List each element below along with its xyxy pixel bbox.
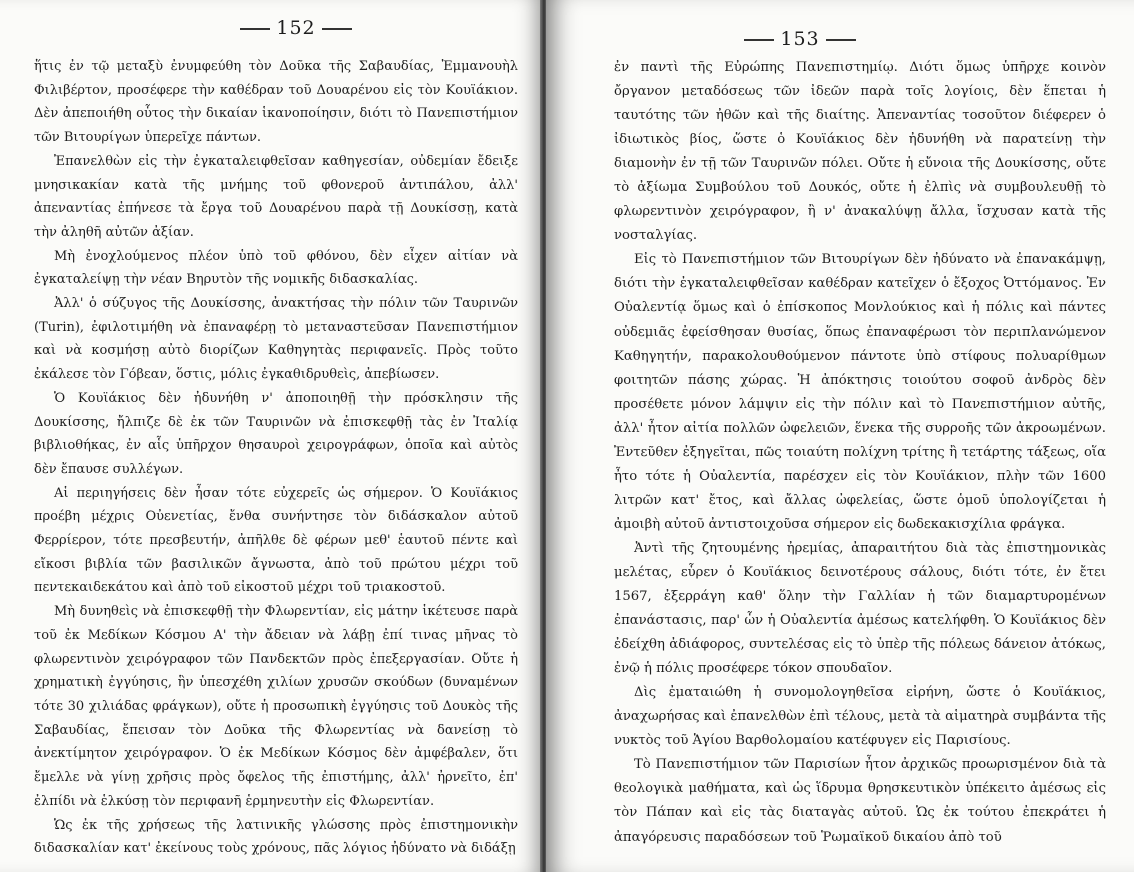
folio-ornament <box>240 28 270 30</box>
folio-ornament <box>826 39 856 41</box>
page-number <box>34 17 518 43</box>
paragraph: Ἀντὶ τῆς ζητουμένης ἠρεμίας, ἀπαραιτήτου διὰ τὰς ἐπιστημονικὰς μελέτας, εὗρεν ὁ Κουϊάκιος δεινοτέρους σάλους, διότι τότε, ἐν ἔτει 1567, ἐξερράγη καθ' ὅλην τὴν Γαλλίαν ἡ τῶν διαμαρτυρομένων ἐπανάστασις, παρ' ὧν ἡ Οὐαλεντία ἀμέσως κατελήφθη. Ὁ Κουϊάκιος δὲν ἐδείχθη ἀδιάφορος, συντελέσας εἰς τὸ ὑπὲρ τῆς πόλεως δάνειον ἀτόκως, ἐνῷ ἡ πόλις προσέφερε τόκον σπουδαῖον. <box>614 540 1106 677</box>
paragraph: Ὁ Κουϊάκιος δὲν ἠδυνήθη ν' ἀποποιηθῇ τὴν πρόσκλησιν τῆς Δουκίσσης, ἤλπιζε δὲ ἐκ τῶν Ταυρινῶν νὰ ἐπισκεφθῇ τὰς ἐν Ἰταλίᾳ βιβλιοθήκας, ἐν αἷς ὑπῆρχον θησαυροὶ χειρογράφων, ὁποῖα καὶ αὐτὸς δὲν ἔπαυσε συλλέγων. <box>34 390 518 477</box>
paragraph: Ὡς ἐκ τῆς χρήσεως τῆς λατινικῆς γλώσσης πρὸς ἐπιστημονικὴν διδασκαλίαν κατ' ἐκείνους τοὺς χρόνους, πᾶς λόγιος ἠδύνατο νὰ διδάξῃ <box>34 817 518 857</box>
paragraph: Ἀλλ' ὁ σύζυγος τῆς Δουκίσσης, ἀνακτήσας τὴν πόλιν τῶν Ταυρινῶν (Turin), ἐφιλοτιμήθη νὰ ἐπαναφέρῃ τὸ μεταναστεῦσαν Πανεπιστήμιον καὶ νὰ κοσμήσῃ αὐτὸ διορίζων Καθηγητὰς περιφανεῖς. Πρὸς τοῦτο ἐκάλεσε τὸν Γόβεαν, ὅστις, μόλις ἐγκαθιδρυθεὶς, ἀπεβίωσεν. <box>34 296 518 383</box>
folio-ornament <box>322 28 352 30</box>
paragraph: Τὸ Πανεπιστήμιον τῶν Παρισίων ἦτον ἀρχικῶς προωρισμένον διὰ τὰ θεολογικὰ μαθήματα, καὶ ὡς ἵδρυμα θρησκευτικὸν ὑπέκειτο ἀμέσως εἰς τὸν Πάπαν καὶ εἰς τὰς διαταγὰς αὐτοῦ. Ὡς ἐκ τούτου ἐπεκράτει ἡ ἀπαγόρευσις παραδόσεων τοῦ Ῥωμαϊκοῦ δικαίου ἀπὸ τοῦ <box>614 757 1106 845</box>
right-page <box>546 0 1134 872</box>
paragraph: Δὶς ἐματαιώθη ἡ συνομολογηθεῖσα εἰρήνη, ὥστε ὁ Κουϊάκιος, ἀναχωρήσας καὶ ἐπανελθὼν ἐπὶ τέλους, μετὰ τὰ αἱματηρὰ συμβάντα τῆς νυκτὸς τοῦ Ἁγίου Βαρθολομαίου κατέφυγεν εἰς Παρισίους. <box>614 685 1106 749</box>
folio-ornament <box>744 39 774 41</box>
paragraph: Αἱ περιηγήσεις δὲν ἦσαν τότε εὐχερεῖς ὡς σήμερον. Ὁ Κουϊάκιος προέβη μέχρις Οὐενετίας, ἔνθα συνήντησε τὸν διδάσκαλον αὐτοῦ Φερρίερον, τότε πρεσβευτήν, ἀπῆλθε δὲ φέρων μεθ' ἑαυτοῦ πέντε καὶ εἴκοσι βιβλία τῶν βασιλικῶν ἄγνωστα, ἀπὸ τοῦ πρώτου μέχρι τοῦ πεντεκαιδεκάτου καὶ ἀπὸ τοῦ εἰκοστοῦ μέχρι τοῦ τριακοστοῦ. <box>34 485 518 596</box>
page-number <box>614 28 1106 54</box>
paragraph: Μὴ ἐνοχλούμενος πλέον ὑπὸ τοῦ φθόνου, δὲν εἶχεν αἰτίαν νὰ ἐγκαταλείψῃ τὴν νέαν Βηρυτὸν τῆς νομικῆς διδασκαλίας. <box>34 248 518 288</box>
paragraph: Εἰς τὸ Πανεπιστήμιον τῶν Βιτουρίγων δὲν ἠδύνατο νὰ ἐπανακάμψῃ, διότι τὴν ἐγκαταλειφθεῖσαν καθέδραν κατεῖχεν ὁ ἔξοχος Ὀττόμανος. Ἐν Οὐαλεντίᾳ ὅμως καὶ ὁ ἐπίσκοπος Μονλούκιος καὶ ἡ πόλις καὶ πάντες οὐδεμιᾶς ἐφείσθησαν θυσίας, ὅπως ἐπαναφέρωσι τὸν περιπλανώμενον Καθηγητήν, παρακολουθούμενον πάντοτε ὑπὸ στίφους πολυαρίθμων φοιτητῶν πάσης χώρας. Ἡ ἀπόκτησις τοιούτου σοφοῦ ἀνδρὸς δὲν προσέθετε μόνον λάμψιν εἰς τὴν πόλιν καὶ τὸ Πανεπιστήμιον αὐτῆς, ἀλλ' ἦτον αἰτία πολλῶν ὠφελειῶν, ἕνεκα τῆς συρροῆς τῶν ἀκροωμένων. Ἐντεῦθεν ἐξηγεῖται, πῶς τοιαύτη πολίχνη τρίτης ἢ τετάρτης τάξεως, οἵα ἦτο τότε ἡ Οὐαλεντία, παρέσχεν εἰς τὸν Κουϊάκιον, πλὴν τῶν 1600 λιτρῶν κατ' ἔτος, καὶ ἄλλας ὠφελείας, ὥστε ὁμοῦ ὑπολογίζεται ἡ ἀμοιβὴ αὐτοῦ ἀντιστοιχοῦσα σήμερον εἰς δωδεκακισχίλια φράγκα. <box>614 252 1106 532</box>
paragraph: Ἐπανελθὼν εἰς τὴν ἐγκαταλειφθεῖσαν καθηγεσίαν, οὐδεμίαν ἔδειξε μνησικακίαν κατὰ τῆς μνήμης τοῦ φθονεροῦ ἀντιπάλου, ἀλλ' ἀπεναντίας ἐπήνεσε τὰ ἔργα τοῦ Δουαρένου παρὰ τῇ Δουκίσσῃ, κατὰ τὴν ἀληθῆ αὐτῶν ἀξίαν. <box>34 153 518 240</box>
left-page <box>0 0 542 872</box>
paragraph: ἥτις ἐν τῷ μεταξὺ ἐνυμφεύθη τὸν Δοῦκα τῆς Σαβαυδίας, Ἐμμανουὴλ Φιλιβέρτον, προσέφερε τὴν καθέδραν τοῦ Δουαρένου εἰς τὸν Κουϊάκιον. Δὲν ἀπεποιήθη οὗτος τὴν δικαίαν ἱκανοποίησιν, διότι τὸ Πανεπιστήμιον τῶν Βιτουρίγων ὑπερεῖχε πάντων. <box>34 59 518 146</box>
page-number-text: 152 <box>276 17 316 39</box>
page-number-text: 153 <box>780 28 820 50</box>
paragraph: Μὴ δυνηθεὶς νὰ ἐπισκεφθῇ τὴν Φλωρεντίαν, εἰς μάτην ἱκέτευσε παρὰ τοῦ ἐκ Μεδίκων Κόσμου Α' τὴν ἄδειαν νὰ λάβῃ ἐπί τινας μῆνας τὸ φλωρεντινὸν χειρόγραφον τῶν Πανδεκτῶν πρὸς ἐπεξεργασίαν. Οὔτε ἡ χρηματικὴ ἐγγύησις, ἣν ὑπεσχέθη χιλίων χρυσῶν σκούδων (δυναμένων τότε 30 χιλιάδας φράγκων), οὔτε ἡ προσωπικὴ ἐγγύησις τοῦ Δουκὸς τῆς Σαβαυδίας, ἔπεισαν τὸν Δοῦκα τῆς Φλωρεντίας νὰ δανείσῃ τὸ ἀνεκτίμητον χειρόγραφον. Ὁ ἐκ Μεδίκων Κόσμος δὲν ἀμφέβαλεν, ὅτι ἔμελλε νὰ γίνῃ χρῆσις πρὸς ὄφελος τῆς ἐπιστήμης, ἀλλ' ἠρνεῖτο, ἐπ' ἐλπίδι νὰ ἑλκύσῃ τὸν περιφανῆ ἑρμηνευτὴν εἰς Φλωρεντίαν. <box>34 604 518 809</box>
paragraph: ἐν παντὶ τῆς Εὐρώπης Πανεπιστημίῳ. Διότι ὅμως ὑπῆρχε κοινὸν ὄργανον μεταδόσεως τῶν ἰδεῶν παρὰ τοῖς λογίοις, δὲν ἕπεται ἡ ταυτότης τῶν ἠθῶν καὶ τῆς διαίτης. Ἀπεναντίας τοσοῦτον διέφερεν ὁ ἰδιωτικὸς βίος, ὥστε ὁ Κουϊάκιος δὲν ἠδυνήθη νὰ παρατείνῃ τὴν διαμονὴν ἐν τῇ τῶν Ταυρινῶν πόλει. Οὔτε ἡ εὔνοια τῆς Δουκίσσης, οὔτε τὸ ἀξίωμα Συμβούλου τοῦ Δουκός, οὔτε ἡ ἐλπὶς νὰ συμβουλευθῇ τὸ φλωρεντινὸν χειρόγραφον, ἢ ν' ἀνακαλύψῃ ἄλλα, ἴσχυσαν κατὰ τῆς νοσταλγίας. <box>614 60 1106 244</box>
